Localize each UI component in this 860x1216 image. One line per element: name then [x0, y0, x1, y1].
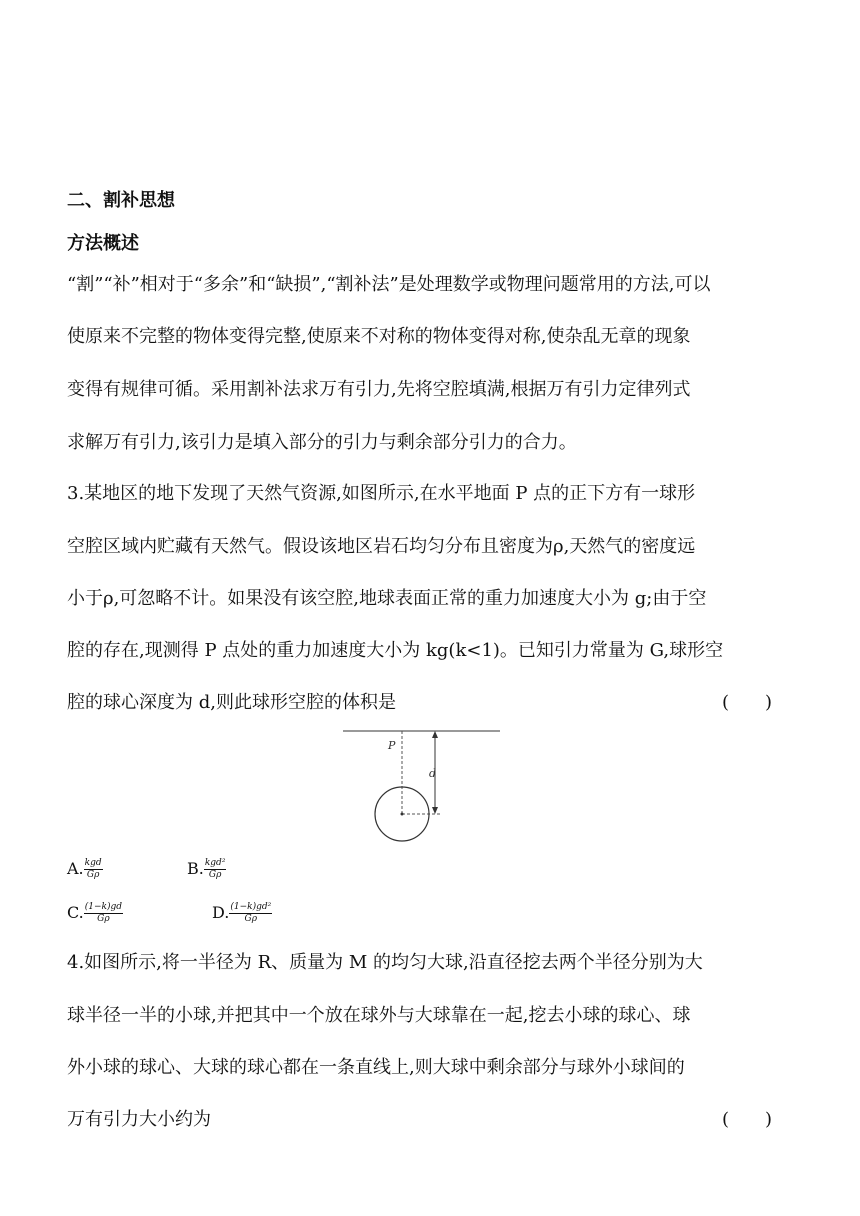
- option-a-label: A.: [67, 859, 84, 878]
- overview-line-4: 求解万有引力,该引力是填入部分的引力与剩余部分引力的合力。: [67, 432, 577, 453]
- overview-line-1: “割”“补”相对于“多余”和“缺损”,“割补法”是处理数学或物理问题常用的方法,可以: [67, 274, 711, 295]
- q3-figure: [340, 726, 505, 846]
- q4-answer-paren: ( ): [722, 1109, 773, 1130]
- option-b-numerator: kgd²: [204, 858, 226, 868]
- q3-line-1: 3.某地区的地下发现了天然气资源,如图所示,在水平地面 P 点的正下方有一球形: [67, 483, 696, 504]
- option-a-numerator: kgd: [84, 858, 102, 868]
- overview-line-2: 使原来不完整的物体变得完整,使原来不对称的物体变得对称,使杂乱无章的现象: [67, 326, 691, 347]
- q4-line-4: 万有引力大小约为: [67, 1109, 211, 1130]
- option-d-label: D.: [212, 903, 230, 922]
- overview-line-3: 变得有规律可循。采用割补法求万有引力,先将空腔填满,根据万有引力定律列式: [67, 379, 691, 400]
- q3-line-5: 腔的球心深度为 d,则此球形空腔的体积是: [67, 692, 396, 713]
- section-title: 二、割补思想: [67, 190, 175, 211]
- q3-line-4: 腔的存在,现测得 P 点处的重力加速度大小为 kg(k<1)。已知引力常量为 G,球形空: [67, 640, 724, 661]
- option-c-denominator: Gρ: [97, 914, 110, 924]
- option-b-fraction: [204, 858, 227, 881]
- q4-line-1: 4.如图所示,将一半径为 R、质量为 M 的均匀大球,沿直径挖去两个半径分别为大: [67, 952, 703, 973]
- option-d[interactable]: [212, 902, 272, 925]
- cavity-center-dot: [401, 813, 404, 816]
- option-a-denominator: Gρ: [86, 870, 100, 880]
- option-d-denominator: Gρ: [244, 914, 258, 924]
- option-a-fraction: [84, 858, 103, 881]
- option-d-numerator: (1−k)gd²: [230, 902, 272, 912]
- q4-line-3: 外小球的球心、大球的球心都在一条直线上,则大球中剩余部分与球外小球间的: [67, 1057, 685, 1078]
- option-c-label: C.: [67, 903, 84, 922]
- section-subtitle: 方法概述: [67, 233, 139, 254]
- option-b[interactable]: [187, 858, 226, 881]
- option-c-fraction: [84, 902, 123, 925]
- q4-line-2: 球半径一半的小球,并把其中一个放在球外与大球靠在一起,挖去小球的球心、球: [67, 1005, 691, 1026]
- option-b-label: B.: [187, 859, 204, 878]
- option-c[interactable]: [67, 902, 123, 925]
- point-p-label: P: [388, 739, 396, 752]
- depth-label: d: [429, 767, 437, 780]
- option-b-denominator: Gρ: [208, 870, 222, 880]
- q3-answer-paren: ( ): [722, 692, 773, 713]
- option-a[interactable]: [67, 858, 103, 881]
- q3-line-2: 空腔区域内贮藏有天然气。假设该地区岩石均匀分布且密度为ρ,天然气的密度远: [67, 536, 696, 557]
- depth-arrow-head-top: [432, 731, 438, 738]
- option-d-fraction: [229, 902, 272, 925]
- option-c-numerator: (1−k)gd: [84, 902, 123, 912]
- q3-line-3: 小于ρ,可忽略不计。如果没有该空腔,地球表面正常的重力加速度大小为 g;由于空: [67, 588, 707, 609]
- depth-arrow-head-bottom: [432, 807, 438, 814]
